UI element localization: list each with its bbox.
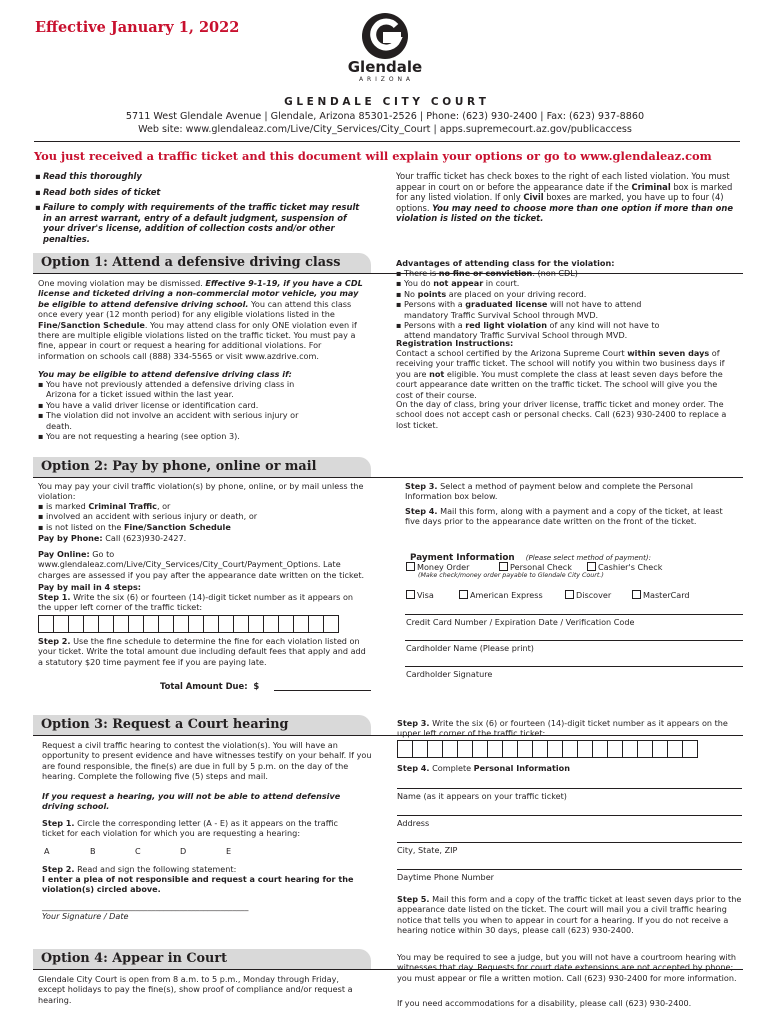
glendale-logo: [335, 12, 435, 87]
ticket-number-grid-opt2[interactable]: [38, 615, 338, 633]
cardholder-signature-label: Cardholder Signature: [406, 669, 493, 679]
option1-eligible-list: [38, 379, 313, 441]
advantage-item: ▪ Persons with a red light violation of any kind will not have to attend mandatory Traffic Survival School through MVD.: [396, 320, 666, 341]
mail-step1: Step 1. Write the six (6) or fourteen (14)-digit ticket number as it appears on the upper left corner of the traffic ticket:: [38, 592, 354, 613]
credit-card-field[interactable]: [405, 614, 743, 615]
letter-e[interactable]: E: [226, 846, 232, 856]
cashiers-check-option[interactable]: Cashier's Check: [587, 562, 662, 572]
cardholder-signature-field[interactable]: [405, 666, 743, 667]
advantage-item: ▪ No points are placed on your driving record.: [396, 289, 666, 299]
option2-tab: Option 2: Pay by phone, online or mail: [33, 457, 371, 477]
amex-option[interactable]: American Express: [459, 590, 543, 600]
violation-condition: ▪ is marked Criminal Traffic, or: [38, 501, 368, 511]
city-field[interactable]: [397, 842, 742, 843]
signature-label: Your Signature / Date: [42, 911, 129, 921]
option3-intro: Request a civil traffic hearing to contest the violation(s). You will have an opportunity to present evidence and have witnesses testify on your behalf. If you are found responsible, the fine(s) are due in full by 5 p.m. on the day of the hearing. Complete the following five (5) steps and mail.: [42, 740, 372, 782]
payment-info-head: Payment Information (Please select method of payment):: [410, 553, 651, 563]
court-address: 5711 West Glendale Avenue | Glendale, Arizona 85301-2526 | Phone: (623) 930-2400 | Fax: (623) 937-8860: [125, 111, 645, 122]
option4-hours: Glendale City Court is open from 8 a.m. to 5 p.m., Monday through Friday, except holidays to pay the fine(s), show proof of compliance and/or request a hearing.: [38, 974, 353, 1005]
registration-p2: On the day of class, bring your driver license, traffic ticket and money order. The school does not accept cash or personal checks. Call (623) 930-2400 to replace a lost ticket.: [396, 399, 727, 430]
court-web: Web site: www.glendaleaz.com/Live/City_Services/City_Court | apps.supremecourt.az.gov/publicaccess: [138, 124, 632, 135]
violation-condition: ▪ is not listed on the Fine/Sanction Schedule: [38, 522, 368, 532]
payable-note: (Make check/money order payable to Glendale City Court.): [418, 572, 604, 579]
phone-field[interactable]: [397, 869, 742, 870]
intro-failure: ▪ Failure to comply with requirements of the traffic ticket may result in an arrest warrant, entry of a default judgment, suspension of your driver's license, addition of collection costs and/or other penalties.: [35, 202, 365, 244]
mail-step3: Step 3. Select a method of payment below and complete the Personal Information box below.: [405, 481, 693, 502]
name-label: Name (as it appears on your traffic ticket): [397, 791, 567, 801]
advantage-item: ▪ There is no fine or conviction. (non CDL): [396, 268, 666, 278]
advantage-item: ▪ Persons with a graduated license will not have to attend mandatory Traffic Survival School through MVD.: [396, 299, 666, 320]
option2-list: [38, 501, 368, 532]
letter-d[interactable]: D: [180, 846, 187, 856]
option2-rule: [33, 477, 743, 478]
total-amount-field[interactable]: [274, 690, 371, 691]
banner: You just received a traffic ticket and this document will explain your options or go to www.glendaleaz.com: [34, 149, 712, 163]
letter-b[interactable]: B: [90, 846, 96, 856]
header-rule: [34, 141, 740, 142]
mastercard-option[interactable]: MasterCard: [632, 590, 690, 600]
intro-right: Your traffic ticket has check boxes to the right of each listed violation. You must appear in court on or before the appearance date if the Criminal box is marked for any listed violation. If only Civil boxes are marked, you have up to four (4) options. You may need to choose more than one option if more than one violation is listed on the ticket.: [396, 171, 733, 224]
credit-card-label: Credit Card Number / Expiration Date / Verification Code: [406, 617, 635, 627]
hearing-statement: I enter a plea of not responsible and request a court hearing for the violation(s) circled above.: [42, 874, 354, 895]
letter-a[interactable]: A: [44, 846, 50, 856]
total-amount-label: Total Amount Due: $: [160, 681, 260, 691]
registration-head: Registration Instructions:: [396, 338, 514, 348]
option4-tab: Option 4: Appear in Court: [33, 949, 371, 969]
option3-warning: If you request a hearing, you will not be able to attend defensive driving school.: [42, 791, 341, 812]
mail-step2: Step 2. Use the fine schedule to determine the fine for each violation listed on your ticket. Write the total amount due including default fees that apply and add a statutory $20 time payment fee if you are paying late.: [38, 636, 366, 667]
visa-option[interactable]: Visa: [406, 590, 434, 600]
court-name: G L E N D A L E C I T Y C O U R T: [284, 96, 486, 108]
advantage-item: ▪ You do not appear in court.: [396, 278, 666, 288]
cardholder-name-label: Cardholder Name (Please print): [406, 643, 534, 653]
advantages-head: Advantages of attending class for the violation:: [396, 258, 615, 268]
address-field[interactable]: [397, 815, 742, 816]
intro-bullets: [35, 171, 365, 245]
name-field[interactable]: [397, 788, 742, 789]
option1-eligible-head: You may be eligible to attend defensive driving class if:: [38, 369, 292, 379]
city-label: City, State, ZIP: [397, 845, 458, 855]
hearing-step5: Step 5. Mail this form and a copy of the traffic ticket at least seven days prior to the appearance date listed on the ticket. The court will mail you a civil traffic hearing notice that tells you when to appear in court for a hearing. If you do not receive a hearing notice within 30 days, please call (623) 930-2400.: [397, 894, 742, 936]
option2-intro: You may pay your civil traffic violation(s) by phone, online, or by mail unless the violation:: [38, 481, 364, 502]
eligible-item: ▪ The violation did not involve an accident with serious injury or death.: [38, 410, 313, 431]
mail-step4: Step 4. Mail this form, along with a payment and a copy of the ticket, at least five days prior to the appearance date written on the front of the ticket.: [405, 506, 723, 527]
pay-by-phone: Pay by Phone: Call (623)930-2427.: [38, 533, 187, 543]
option1-intro: One moving violation may be dismissed. Effective 9-1-19, if you have a CDL license and ticketed driving a non-commercial motor vehicle, you may be eligible to attend defensive driving school. You can attend this class once every year (12 month period) for any eligible violations listed in the Fine/Sanction Schedule. You may attend class for only ONE violation even if there are multiple eligible violations listed on the traffic ticket. You must pay a fine, appear in court or request a hearing for additional violations. For information on schools call (888) 334-5565 or visit www.azdrive.com.: [38, 278, 363, 361]
option1-tab: Option 1: Attend a defensive driving class: [33, 253, 371, 273]
address-label: Address: [397, 818, 430, 828]
pay-online: Pay Online: Go to www.glendaleaz.com/Live/City_Services/City_Court/Payment_Options. Late charges are assessed if you pay after the appearance date written on the ticket.: [38, 549, 365, 580]
phone-label: Daytime Phone Number: [397, 872, 494, 882]
option4-accommodations: If you need accommodations for a disability, please call (623) 930-2400.: [397, 998, 692, 1008]
hearing-step1: Step 1. Circle the corresponding letter (A - E) as it appears on the traffic ticket for each violation for which you are requesting a hearing:: [42, 818, 338, 839]
hearing-step3: Step 3. Write the six (6) or fourteen (14)-digit ticket number as it appears on the upper left corner of the traffic ticket:: [397, 718, 728, 739]
money-order-option[interactable]: Money Order: [406, 562, 469, 572]
pay-by-mail-head: Pay by mail in 4 steps:: [38, 582, 141, 592]
option4-judge: You may be required to see a judge, but you will not have a courtroom hearing with witnesses that day. Requests for court date extensions are not accepted by phone; you must appear or file a written motion. Call (623) 930-2400 for more information.: [397, 952, 737, 983]
eligible-item: ▪ You have not previously attended a defensive driving class in Arizona for a ticket issued within the last year.: [38, 379, 313, 400]
violation-condition: ▪ involved an accident with serious injury or death, or: [38, 511, 368, 521]
eligible-item: ▪ You have a valid driver license or identification card.: [38, 400, 313, 410]
cardholder-name-field[interactable]: [405, 640, 743, 641]
intro-read: ▪ Read this thoroughly: [35, 171, 365, 182]
signature-line[interactable]: ___________________________________________________: [42, 901, 249, 911]
option3-tab: Option 3: Request a Court hearing: [33, 715, 371, 735]
registration-p1: Contact a school certified by the Arizona Supreme Court within seven days of receiving your traffic ticket. The school will notify you within two business days if you are not eligible. You must complete the class at least seven days before the court appearance date written on the traffic ticket. The school will give you the cost of their course.: [396, 348, 725, 400]
discover-option[interactable]: Discover: [565, 590, 611, 600]
letter-c[interactable]: C: [135, 846, 141, 856]
advantages-list: [396, 268, 666, 341]
logo-name: Glendale: [347, 58, 423, 76]
hearing-step2: Step 2. Read and sign the following statement:: [42, 864, 237, 874]
eligible-item: ▪ You are not requesting a hearing (see option 3).: [38, 431, 313, 441]
personal-check-option[interactable]: Personal Check: [499, 562, 572, 572]
hearing-step4: Step 4. Complete Personal Information: [397, 763, 570, 773]
effective-date: Effective January 1, 2022: [35, 19, 240, 36]
logo-state: A R I Z O N A: [359, 76, 411, 83]
glendale-g-icon: [335, 12, 435, 62]
intro-read-sides: ▪ Read both sides of ticket: [35, 187, 365, 198]
ticket-number-grid-opt3[interactable]: [397, 740, 697, 758]
